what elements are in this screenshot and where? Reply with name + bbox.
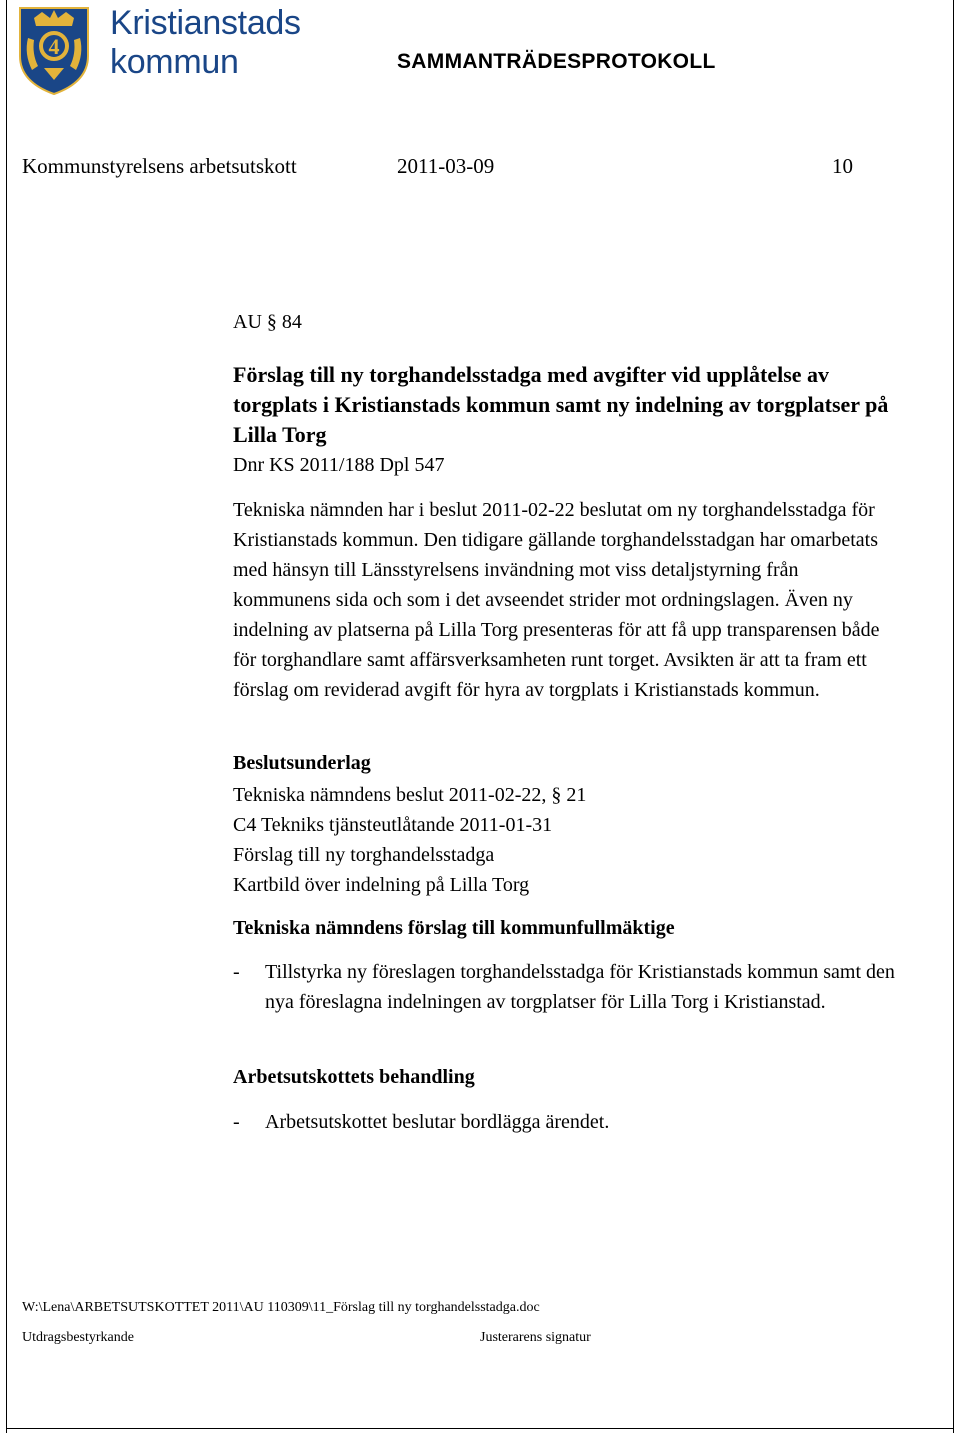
beslutsunderlag-heading: Beslutsunderlag bbox=[233, 752, 371, 774]
section-number: AU § 84 bbox=[233, 311, 302, 333]
behandling-heading: Arbetsutskottets behandling bbox=[233, 1066, 475, 1088]
list-dash: - bbox=[233, 961, 240, 983]
beslutsunderlag-item: Tekniska nämndens beslut 2011-02-22, § 21 bbox=[233, 784, 587, 806]
section-body: Tekniska nämnden har i beslut 2011-02-22 beslutat om ny torghandelsstadga för Kristianstads kommun. Den tidigare gällande torghandelsstadgan har omarbetats med hänsyn till Länsstyrelsens invändning mot viss detaljstyrning från kommunens sida och som i det avseendet strider mot ordningslagen. Även ny indelning av platserna på Lilla Torg presenteras för att få upp transparensen både för torghandlare samt affärsverksamheten runt torget. Avsikten är att ta fram ett förslag om reviderad avgift för hyra av torgplats i Kristianstads kommun. bbox=[233, 499, 880, 701]
logo-line1: Kristianstads bbox=[110, 4, 301, 42]
right-border-line bbox=[953, 0, 954, 1433]
bottom-border-line bbox=[6, 1428, 954, 1429]
forslag-item: Tillstyrka ny föreslagen torghandelsstadga för Kristianstads kommun samt den nya föreslagna indelningen av torgplatser för Lilla Torg i Kristianstad. bbox=[265, 961, 895, 1013]
meeting-date: 2011-03-09 bbox=[397, 154, 495, 178]
kommun-logo-wordmark bbox=[110, 6, 301, 79]
signature-label-utdragsbestyrkande: Utdragsbestyrkande bbox=[22, 1330, 134, 1345]
behandling-item: Arbetsutskottet beslutar bordlägga ärendet. bbox=[265, 1111, 610, 1133]
beslutsunderlag-item: Kartbild över indelning på Lilla Torg bbox=[233, 874, 530, 896]
list-dash: - bbox=[233, 1111, 240, 1133]
logo-line2: kommun bbox=[110, 43, 239, 81]
diary-number: Dnr KS 2011/188 Dpl 547 bbox=[233, 454, 445, 476]
beslutsunderlag-item: Förslag till ny torghandelsstadga bbox=[233, 844, 495, 866]
signature-label-justerare: Justerarens signatur bbox=[480, 1330, 591, 1345]
section-title: Förslag till ny torghandelsstadga med avgifter vid upplåtelse av torgplats i Kristianstads kommun samt ny indelning av torgplatser på Lilla Torg bbox=[233, 362, 889, 447]
beslutsunderlag-item: C4 Tekniks tjänsteutlåtande 2011-01-31 bbox=[233, 814, 553, 836]
file-path: W:\Lena\ARBETSUTSKOTTET 2011\AU 110309\11_Förslag till ny torghandelsstadga.doc bbox=[22, 1300, 540, 1315]
left-border-line bbox=[6, 0, 7, 1433]
kommun-crest-logo bbox=[14, 4, 94, 96]
document-type: SAMMANTRÄDESPROTOKOLL bbox=[397, 50, 716, 73]
meeting-organ: Kommunstyrelsens arbetsutskott bbox=[22, 154, 297, 178]
page-number: 10 bbox=[832, 154, 853, 178]
svg-text:4: 4 bbox=[48, 34, 60, 59]
forslag-heading: Tekniska nämndens förslag till kommunfullmäktige bbox=[233, 917, 675, 939]
